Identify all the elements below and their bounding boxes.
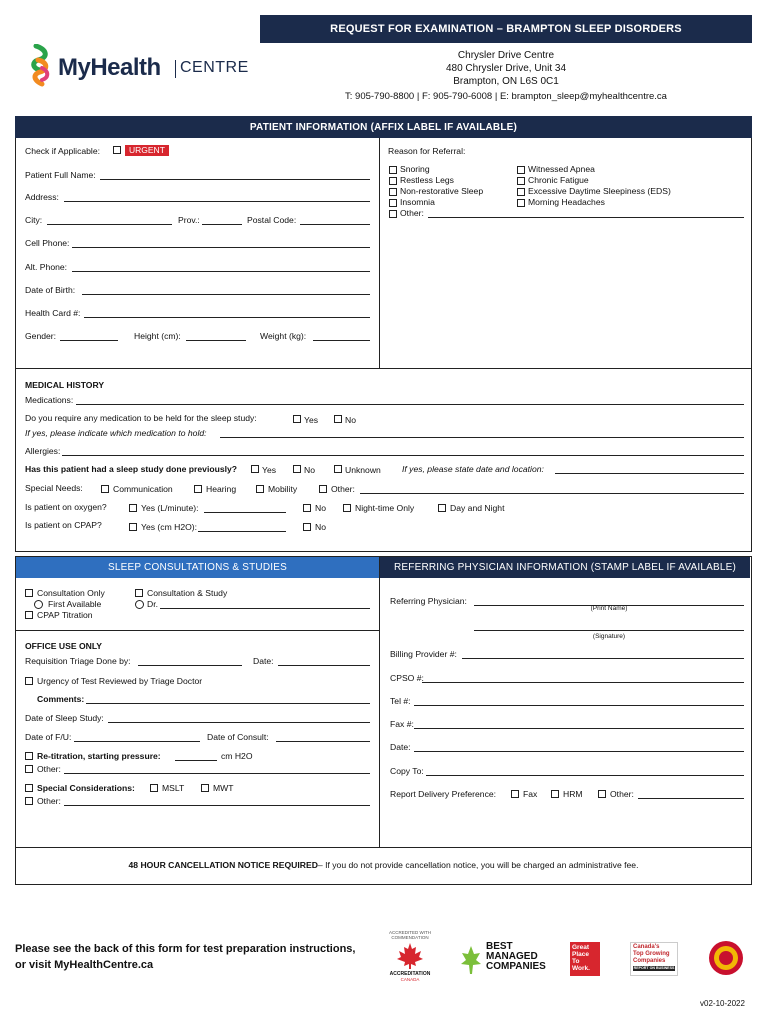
comments-field[interactable] (86, 703, 370, 704)
fu-date-label: Date of F/U: (25, 732, 72, 742)
chronic-fatigue-label: Chronic Fatigue (528, 175, 589, 185)
report-on-business-text: REPORT ON BUSINESS (633, 966, 675, 970)
cpap-titration-label: CPAP Titration (37, 610, 93, 620)
insomnia-checkbox[interactable] (389, 199, 397, 207)
centre-name: Chrysler Drive Centre (457, 50, 555, 61)
consult-other-label: Other: (37, 764, 61, 774)
tel-field[interactable] (414, 705, 744, 706)
accreditation-canada-text: CANADA (400, 977, 420, 982)
delivery-label: Report Delivery Preference: (390, 789, 497, 799)
city-label: City: (25, 215, 43, 225)
maple-leaf-icon (395, 941, 425, 971)
fax-field[interactable] (414, 728, 744, 729)
dob-label: Date of Birth: (25, 285, 76, 295)
form-title-bar (260, 15, 752, 43)
consult-only-label: Consultation Only (37, 588, 105, 598)
restless-legs-label: Restless Legs (400, 175, 454, 185)
special-considerations-checkbox[interactable] (25, 784, 33, 792)
cpap-titration-checkbox[interactable] (25, 611, 33, 619)
great-place-text: Great Place To Work. (572, 944, 590, 972)
health-card-label: Health Card #: (25, 308, 81, 318)
urgent-badge: URGENT (125, 145, 169, 156)
top-growing-text-3: Companies (633, 958, 666, 964)
medical-history-title: MEDICAL HISTORY (25, 380, 105, 390)
signature-caption: (Signature) (592, 633, 626, 640)
prev-date-location-field[interactable] (555, 473, 744, 474)
full-name-label: Patient Full Name: (25, 170, 96, 180)
restless-legs-checkbox[interactable] (389, 177, 397, 185)
triage-date-label: Date: (253, 656, 274, 666)
delivery-hrm-checkbox[interactable] (551, 790, 559, 798)
myhealth-logo-icon (30, 44, 54, 88)
cancellation-notice-box (15, 846, 752, 885)
top-growing-text-1: Canada's (633, 944, 660, 950)
tel-label: Tel #: (390, 696, 411, 706)
print-name-caption: (Print Name) (590, 605, 628, 612)
dr-label: Dr. (147, 599, 158, 609)
alt-field[interactable] (72, 271, 370, 272)
dr-radio[interactable] (135, 600, 144, 609)
non-restorative-label: Non-restorative Sleep (400, 186, 484, 196)
billing-field[interactable] (462, 658, 744, 659)
allergies-label: Allergies: (25, 446, 61, 456)
accreditation-text: ACCREDITATION (389, 971, 431, 977)
hold-note: If yes, please indicate which medication to hold: (25, 428, 207, 438)
witnessed-apnea-checkbox[interactable] (517, 166, 525, 174)
previous-study-question: Has this patient had a sleep study done previously? (25, 464, 238, 474)
physician-section-title: REFERRING PHYSICIAN INFORMATION (STAMP LABEL IF AVAILABLE) (393, 562, 737, 573)
height-label: Height (cm): (134, 331, 181, 341)
cancellation-notice-bold: 48 HOUR CANCELLATION NOTICE REQUIRED (128, 860, 318, 870)
cpap-no-label: No (315, 522, 326, 532)
urgent-checkbox[interactable] (113, 146, 121, 154)
mobility-label: Mobility (268, 484, 298, 494)
sleep-study-date-label: Date of Sleep Study: (25, 713, 104, 723)
urgency-checkbox[interactable] (25, 677, 33, 685)
companies-text: COMPANIES (486, 961, 546, 972)
accreditation-caption-1: ACCREDITED WITH (389, 930, 431, 935)
prov-field[interactable] (202, 224, 242, 225)
city-field[interactable] (47, 224, 172, 225)
mwt-checkbox[interactable] (201, 784, 209, 792)
witnessed-apnea-label: Witnessed Apnea (528, 164, 595, 174)
weight-field[interactable] (313, 340, 370, 341)
hold-no-checkbox[interactable] (334, 415, 342, 423)
centre-address: 480 Chrysler Drive, Unit 34 (445, 63, 567, 74)
oxygen-no-label: No (315, 503, 326, 513)
consult-date-label: Date of Consult: (207, 732, 269, 742)
special-considerations-label: Special Considerations: (37, 783, 135, 793)
special-other-label: Other: (331, 484, 355, 494)
oxygen-yes-label: Yes (L/minute): (141, 503, 199, 513)
hearing-checkbox[interactable] (194, 485, 202, 493)
urgency-label: Urgency of Test Reviewed by Triage Doctor (37, 676, 203, 686)
billing-label: Billing Provider #: (390, 649, 457, 659)
cpap-question: Is patient on CPAP? (25, 520, 102, 530)
seal-icon (708, 940, 744, 976)
morning-headaches-label: Morning Headaches (528, 197, 605, 207)
prev-unknown-checkbox[interactable] (334, 465, 342, 473)
night-only-checkbox[interactable] (343, 504, 351, 512)
best-text: BEST (486, 941, 513, 952)
medications-label: Medications: (25, 395, 74, 405)
gender-label: Gender: (25, 331, 57, 341)
oxygen-no-checkbox[interactable] (303, 504, 311, 512)
consult-study-label: Consultation & Study (147, 588, 228, 598)
first-available-radio[interactable] (34, 600, 43, 609)
delivery-fax-checkbox[interactable] (511, 790, 519, 798)
retitration-label: Re-titration, starting pressure: (37, 751, 161, 761)
prev-note: If yes, please state date and location: (402, 464, 544, 474)
copy-to-label: Copy To: (390, 766, 424, 776)
gender-field[interactable] (60, 340, 118, 341)
logo-divider (175, 60, 176, 78)
delivery-other-checkbox[interactable] (598, 790, 606, 798)
address-label: Address: (25, 192, 59, 202)
other-reason-label: Other: (400, 208, 424, 218)
triage-by-label: Requisition Triage Done by: (25, 656, 131, 666)
accreditation-caption-2: COMMENDATION (391, 935, 429, 940)
leaf-mark-icon (460, 944, 482, 976)
communication-checkbox[interactable] (101, 485, 109, 493)
patient-divider (379, 138, 380, 369)
day-night-label: Day and Night (450, 503, 505, 513)
mwt-label: MWT (213, 783, 234, 793)
top-growing-text-2: Top Growing (633, 951, 670, 957)
version-label: v02-10-2022 (700, 999, 745, 1008)
form-title: REQUEST FOR EXAMINATION – BRAMPTON SLEEP DISORDERS (330, 23, 682, 35)
accreditation-logo (380, 930, 440, 986)
footer-instructions-1: Please see the back of this form for test preparation instructions, (15, 943, 356, 955)
mslt-label: MSLT (162, 783, 185, 793)
cmh2o-label: cm H2O (221, 751, 253, 761)
full-name-field[interactable] (100, 179, 370, 180)
first-available-label: First Available (48, 599, 102, 609)
prev-no-label: No (304, 465, 315, 475)
eds-label: Excessive Daytime Sleepiness (EDS) (528, 186, 671, 196)
address-field[interactable] (64, 201, 370, 202)
communication-label: Communication (113, 484, 173, 494)
centre-contact: T: 905-790-8800 | F: 905-790-6008 | E: brampton_sleep@myhealthcentre.ca (345, 91, 667, 102)
cpso-field[interactable] (422, 682, 744, 683)
consult-section-bar (16, 557, 379, 578)
snoring-checkbox[interactable] (389, 166, 397, 174)
referral-reason-title: Reason for Referral: (388, 146, 466, 156)
chronic-fatigue-checkbox[interactable] (517, 177, 525, 185)
prev-yes-checkbox[interactable] (251, 465, 259, 473)
cpso-label: CPSO #: (390, 673, 424, 683)
retitration-checkbox[interactable] (25, 752, 33, 760)
managed-text: MANAGED (486, 951, 538, 962)
dob-field[interactable] (82, 294, 370, 295)
triage-date-field[interactable] (278, 665, 370, 666)
special-needs-label: Special Needs: (25, 483, 83, 493)
prov-label: Prov.: (178, 215, 200, 225)
insomnia-label: Insomnia (400, 197, 435, 207)
consult-section-title: SLEEP CONSULTATIONS & STUDIES (108, 562, 287, 573)
day-night-checkbox[interactable] (438, 504, 446, 512)
special-other-2-checkbox[interactable] (25, 797, 33, 805)
consult-other-field[interactable] (64, 773, 370, 774)
non-restorative-checkbox[interactable] (389, 188, 397, 196)
delivery-other-field[interactable] (638, 798, 744, 799)
delivery-fax-label: Fax (523, 789, 538, 799)
office-use-divider (15, 630, 379, 631)
best-managed-logo (460, 941, 546, 976)
footer-instructions-2: or visit MyHealthCentre.ca (15, 959, 154, 971)
logo-main-text: MyHealth (58, 54, 161, 81)
consult-date-field[interactable] (276, 741, 370, 742)
mobility-checkbox[interactable] (256, 485, 264, 493)
dr-field[interactable] (160, 608, 370, 609)
physician-section-bar (380, 557, 750, 578)
patient-section-bar (15, 116, 752, 138)
morning-headaches-checkbox[interactable] (517, 199, 525, 207)
fax-label: Fax #: (390, 719, 414, 729)
cpap-yes-checkbox[interactable] (129, 523, 137, 531)
prev-yes-label: Yes (262, 465, 277, 475)
logo (30, 44, 260, 94)
centre-city: Brampton, ON L6S 0C1 (453, 76, 559, 87)
cell-field[interactable] (72, 247, 370, 248)
sleep-study-date-field[interactable] (108, 722, 370, 723)
oxygen-question: Is patient on oxygen? (25, 502, 107, 512)
delivery-other-label: Other: (610, 789, 634, 799)
consult-divider (379, 556, 380, 847)
special-other-2-label: Other: (37, 796, 61, 806)
physician-date-label: Date: (390, 742, 411, 752)
logo-sub-text: CENTRE (180, 59, 249, 76)
health-card-field[interactable] (84, 317, 370, 318)
cell-label: Cell Phone: (25, 238, 70, 248)
special-other-field[interactable] (360, 493, 744, 494)
oxygen-rate-field[interactable] (204, 512, 286, 513)
eds-checkbox[interactable] (517, 188, 525, 196)
other-reason-checkbox[interactable] (389, 210, 397, 218)
hold-question: Do you require any medication to be held for the sleep study: (25, 413, 257, 423)
allergies-field[interactable] (62, 455, 744, 456)
cpap-no-checkbox[interactable] (303, 523, 311, 531)
consult-other-checkbox[interactable] (25, 765, 33, 773)
office-use-title: OFFICE USE ONLY (25, 641, 103, 651)
cancellation-notice-text: – If you do not provide cancellation notice, you will be charged an administrative fee. (317, 860, 639, 870)
cpap-yes-label: Yes (cm H2O): (141, 522, 198, 532)
weight-label: Weight (kg): (260, 331, 307, 341)
consult-study-checkbox[interactable] (135, 589, 143, 597)
retitration-field[interactable] (175, 760, 217, 761)
medications-field[interactable] (76, 404, 744, 405)
check-applicable-label: Check if Applicable: (25, 146, 100, 156)
patient-section-box (15, 138, 752, 369)
height-field[interactable] (186, 340, 246, 341)
postal-label: Postal Code: (247, 215, 297, 225)
prev-no-checkbox[interactable] (293, 465, 301, 473)
top-growing-logo (630, 942, 678, 976)
prev-unknown-label: Unknown (345, 465, 381, 475)
special-other-checkbox[interactable] (319, 485, 327, 493)
triage-by-field[interactable] (138, 665, 242, 666)
special-other-2-field[interactable] (64, 805, 370, 806)
night-only-label: Night-time Only (355, 503, 415, 513)
consult-only-checkbox[interactable] (25, 589, 33, 597)
cpap-pressure-field[interactable] (198, 531, 286, 532)
hold-yes-checkbox[interactable] (293, 415, 301, 423)
comments-label: Comments: (37, 694, 85, 704)
hold-medication-field[interactable] (220, 437, 744, 438)
copy-to-field[interactable] (426, 775, 744, 776)
hold-no-label: No (345, 415, 356, 425)
snoring-label: Snoring (400, 164, 430, 174)
other-reason-field[interactable] (428, 217, 744, 218)
oxygen-yes-checkbox[interactable] (129, 504, 137, 512)
mslt-checkbox[interactable] (150, 784, 158, 792)
alt-label: Alt. Phone: (25, 262, 68, 272)
referring-physician-label: Referring Physician: (390, 596, 467, 606)
great-place-logo (570, 942, 600, 976)
hold-yes-label: Yes (304, 415, 319, 425)
medical-history-box (15, 368, 752, 552)
hearing-label: Hearing (206, 484, 237, 494)
fu-date-field[interactable] (74, 741, 200, 742)
patient-section-title: PATIENT INFORMATION (AFFIX LABEL IF AVAILABLE) (249, 121, 518, 133)
physician-date-field[interactable] (414, 751, 744, 752)
postal-field[interactable] (300, 224, 370, 225)
delivery-hrm-label: HRM (563, 789, 583, 799)
